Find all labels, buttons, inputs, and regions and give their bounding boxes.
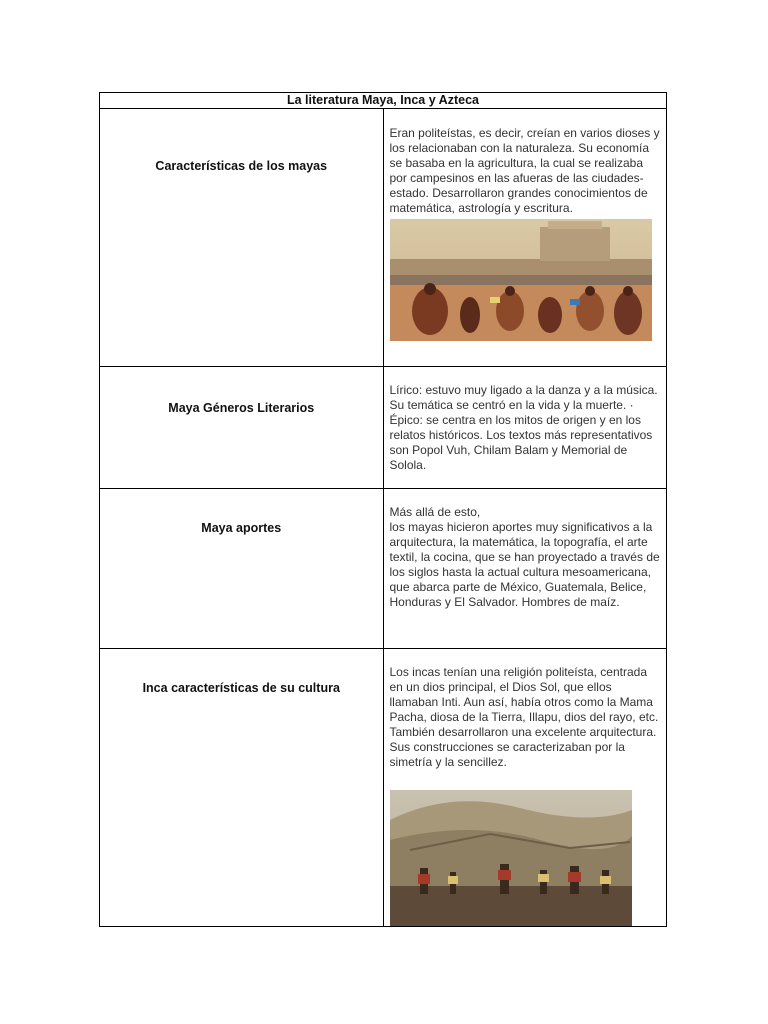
table-row	[100, 367, 667, 489]
row-label: Características de los mayas	[155, 159, 328, 173]
table-row	[100, 109, 667, 367]
row-text-cell	[383, 367, 667, 489]
row-text: Lírico: estuvo muy ligado a la danza y a la música. Su temática se centró en la vida y la muerte. · Épico: se centra en los mitos de origen y en los relatos históricos. Los textos más representativos son Popol Vuh, Chilam Balam y Memorial de Solola.	[389, 383, 658, 472]
maya-ceremony-illustration	[390, 219, 652, 341]
row-label: Maya Géneros Literarios	[168, 401, 315, 415]
row-label: Maya aportes	[201, 521, 282, 535]
row-text: Más allá de esto, los mayas hicieron aportes muy significativos a la arquitectura, la matemática, la topografía, el arte textil, la cocina, que se han proyectado a través de los siglos hasta la actual cultura mesoamericana, que abarca parte de México, Guatemala, Belice, Honduras y El Salvador. Hombres de maíz.	[389, 505, 660, 609]
literature-table	[99, 92, 667, 927]
table-row	[100, 649, 667, 927]
row-text: Los incas tenían una religión politeísta, centrada en un dios principal, el Dios Sol, que ellos llamaban Inti. Aun así, había otros como la Mama Pacha, diosa de la Tierra, Illapu, dios del rayo, etc. También desarrollaron una excelente arquitectura. Sus construcciones se caracterizaban por la simetría y la sencillez.	[389, 665, 659, 769]
table-title-row	[100, 93, 667, 109]
row-text-cell	[383, 109, 667, 367]
row-label-cell	[100, 109, 384, 367]
row-text-cell	[383, 489, 667, 649]
row-label: Inca características de su cultura	[142, 681, 340, 695]
table-row	[100, 489, 667, 649]
table-title: La literatura Maya, Inca y Azteca	[100, 93, 667, 109]
row-text-cell	[383, 649, 667, 927]
row-text: Eran politeístas, es decir, creían en varios dioses y los relacionaban con la naturaleza. Su economía se basaba en la agricultura, la cual se realizaba por campesinos en las afueras de las ciudades-estado. Desarrollaron grandes conocimientos de matemática, astrología y escritura.	[389, 126, 660, 215]
inca-procession-illustration	[390, 790, 632, 926]
row-label-cell	[100, 489, 384, 649]
row-label-cell	[100, 649, 384, 927]
row-label-cell	[100, 367, 384, 489]
